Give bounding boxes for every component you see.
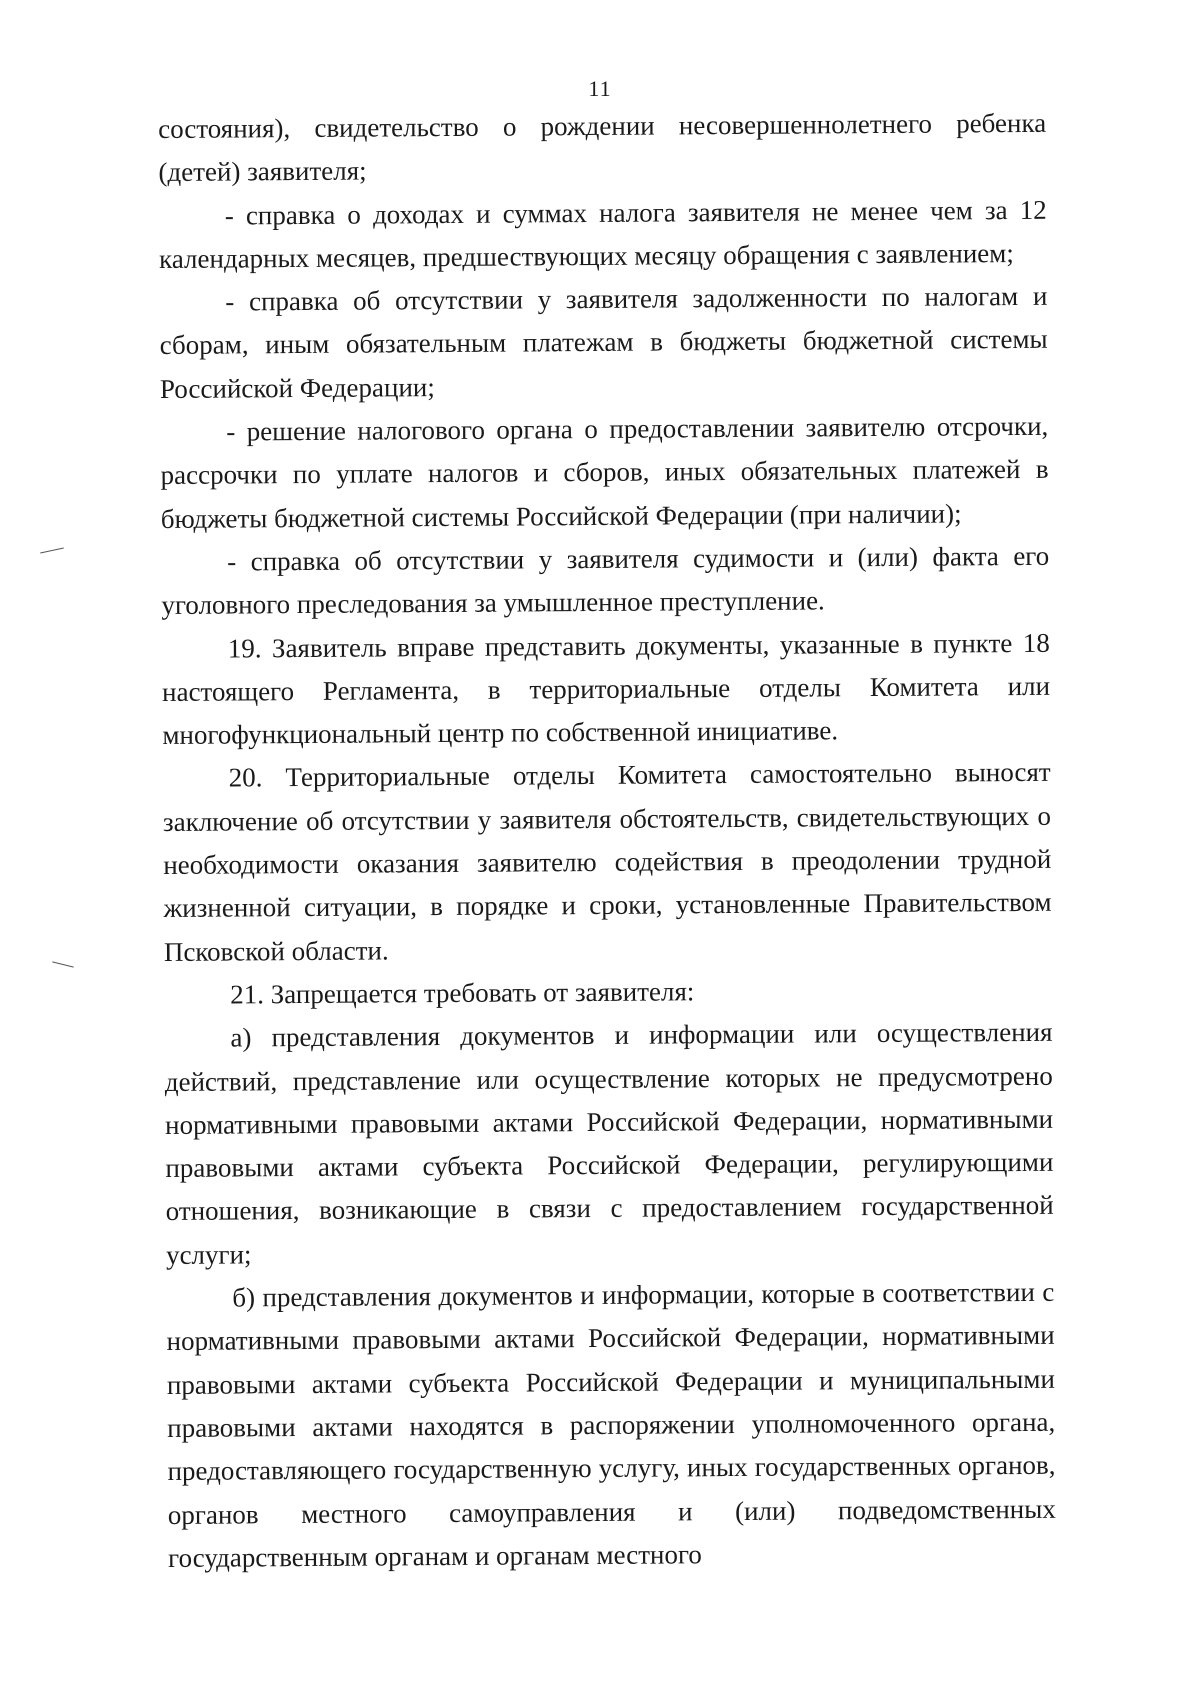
page-number: 11: [588, 76, 612, 101]
paragraph: - справка о доходах и суммах налога заявителя не менее чем за 12 календарных месяцев, предшествующих месяцу обращения с заявлением;: [158, 194, 1047, 274]
paragraph: 21. Запрещается требовать от заявителя:: [230, 976, 695, 1010]
paragraph: - справка об отсутствии у заявителя судимости и (или) факта его уголовного преследования за умышленное преступление.: [161, 540, 1050, 621]
paragraph: 20. Территориальные отделы Комитета самостоятельно выносят заключение об отсутствии у заявителя обстоятельств, свидетельствующих о необходимости оказания заявителю содействия в преодолении трудной жизненной ситуации, в порядке и сроки, установленные Правительством Псковской области.: [162, 757, 1052, 967]
paragraph: 19. Заявитель вправе представить документы, указанные в пункте 18 настоящего Регламента, в территориальные отделы Комитета или многофункциональный центр по собственной инициативе.: [161, 627, 1051, 751]
scan-mark: [52, 961, 74, 967]
paragraph: б) представления документов и информации, которые в соответствии с нормативными правовыми актами Российской Федерации, нормативными правовыми актами субъекта Российской Федерации и муниципальными правовыми актами находятся в распоряжении уполномоченного органа, предоставляющего государственную услугу, иных государственных органов, органов местного самоуправления и (или) подведомственных государственным органам и органам местного: [166, 1276, 1056, 1573]
scan-mark: [40, 548, 64, 554]
paragraph: - решение налогового органа о предоставлении заявителю отсрочки, рассрочки по уплате налогов и сборов, иных обязательных платежей в бюджеты бюджетной системы Российской Федерации (при наличии);: [160, 410, 1049, 534]
document-body: [158, 102, 1056, 1580]
paragraph: а) представления документов и информации или осуществления действий, представление или осуществление которых не предусмотрено нормативными правовыми актами Российской Федерации, нормативными правовыми актами субъекта Российской Федерации, регулирующими отношения, возникающие в связи с предоставлением государственной услуги;: [164, 1017, 1054, 1270]
paragraph: - справка об отсутствии у заявителя задолженности по налогам и сборам, иным обязательным платежам в бюджеты бюджетной системы Российской Федерации;: [159, 280, 1048, 404]
paragraph: состояния), свидетельство о рождении несовершеннолетнего ребенка (детей) заявителя;: [158, 107, 1047, 188]
